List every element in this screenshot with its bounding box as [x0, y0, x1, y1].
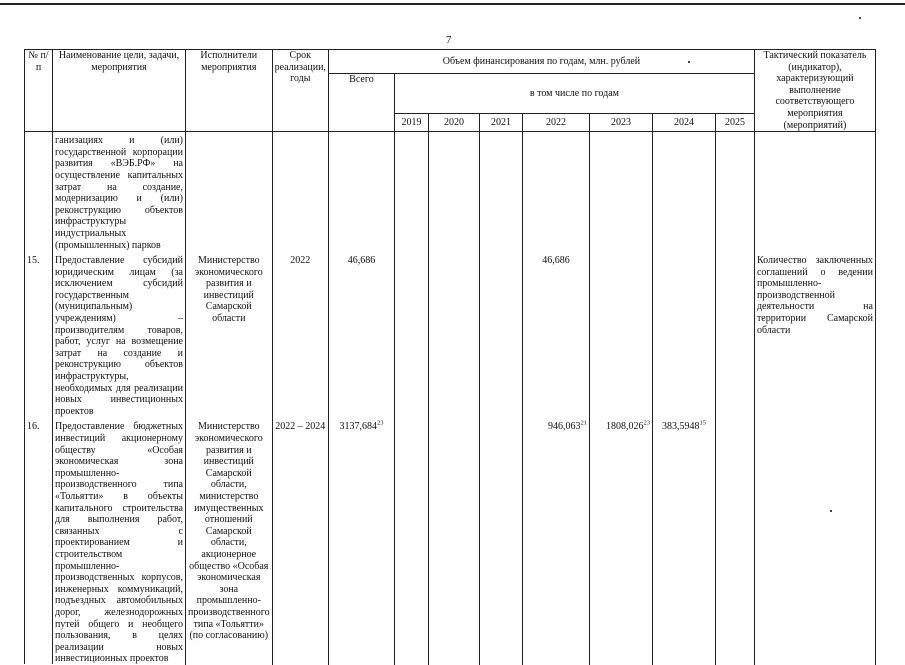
- row-total: 3137,684$^{23}$: [328, 417, 394, 664]
- table-row: [25, 251, 876, 417]
- row-2022: 46,686: [522, 251, 589, 417]
- header-num: № п/п: [25, 50, 53, 132]
- row-indicator: [754, 132, 875, 251]
- row-2022: 946,063$^{21}$: [522, 417, 589, 664]
- header-executors: Исполнители мероприятия: [186, 50, 273, 132]
- header-year: 2021: [479, 114, 522, 132]
- header-year: 2025: [715, 114, 754, 132]
- row-2024: 383,5948$^{15}$: [652, 417, 715, 664]
- row-executors: [186, 132, 273, 251]
- header-year: 2022: [522, 114, 589, 132]
- table-row: [25, 417, 876, 664]
- scan-speck: [859, 17, 861, 19]
- row-num: 15.: [25, 251, 53, 417]
- row-total: 46,686: [328, 251, 394, 417]
- row-name: Предоставление субсидий юридическим лицам (за исключением субсидий государственным (муниципальным) учреждениям) – производителям товаров, работ, услуг на возмещение затрат на создание и реконструкцию объектов инфраструктуры, необходимых для реализации новых инвестиционных проектов: [53, 251, 186, 417]
- row-total: [328, 132, 394, 251]
- header-indicator: Тактический показатель (индикатор), характеризующий выполнение соответствующего мероприятия (мероприятий): [754, 50, 875, 132]
- row-indicator: Количество заключенных соглашений о ведении промышленно-производственной деятельности на территории Самарской области: [754, 251, 875, 417]
- header-year: 2023: [589, 114, 652, 132]
- row-name: ганизациях и (или) государственной корпорации развития «ВЭБ.РФ» на осуществление капитальных затрат на создание, модернизацию и (или) реконструкцию объектов инфраструктуры индустриальных (промышленных) парков: [53, 132, 186, 251]
- row-executors: Министерство экономического развития и инвестиций Самарской области: [186, 251, 273, 417]
- row-name: Предоставление бюджетных инвестиций акционерному обществу «Особая экономическая зона промышленно-производственного типа «Тольятти» в объекты капитального строительства для выполнения работ, связанных с проектированием и строительством промышленно-производственных корпусов, инженерных коммуникаций, подъездных автомобильных дорог, железнодорожных путей общего и необщего пользования, в целях реализации новых инвестиционных проектов: [53, 417, 186, 664]
- header-total: Всего: [328, 74, 394, 132]
- row-2023: 1808,026$^{23}$: [589, 417, 652, 664]
- page-number: 7: [446, 34, 452, 46]
- row-term: 2022 – 2024: [272, 417, 328, 664]
- header-year: 2020: [428, 114, 479, 132]
- table-row: [25, 132, 876, 251]
- row-term: [272, 132, 328, 251]
- header-year: 2024: [652, 114, 715, 132]
- top-rule: [0, 3, 905, 5]
- header-term: Срок реализации, годы: [272, 50, 328, 132]
- row-num: [25, 132, 53, 251]
- header-financing: Объем финансирования по годам, млн. рублей: [328, 50, 754, 74]
- header-year: 2019: [394, 114, 428, 132]
- row-term: 2022: [272, 251, 328, 417]
- header-name: Наименование цели, задачи, мероприятия: [53, 50, 186, 132]
- row-indicator: [754, 417, 875, 664]
- header-incl: в том числе по годам: [394, 74, 754, 114]
- financing-table: [24, 49, 876, 665]
- row-executors: Министерство экономического развития и инвестиций Самарской области, министерство имущественных отношений Самарской области, акционерное общество «Особая экономическая зона промышленно-производственного типа «Тольятти» (по согласованию): [186, 417, 273, 664]
- row-num: 16.: [25, 417, 53, 664]
